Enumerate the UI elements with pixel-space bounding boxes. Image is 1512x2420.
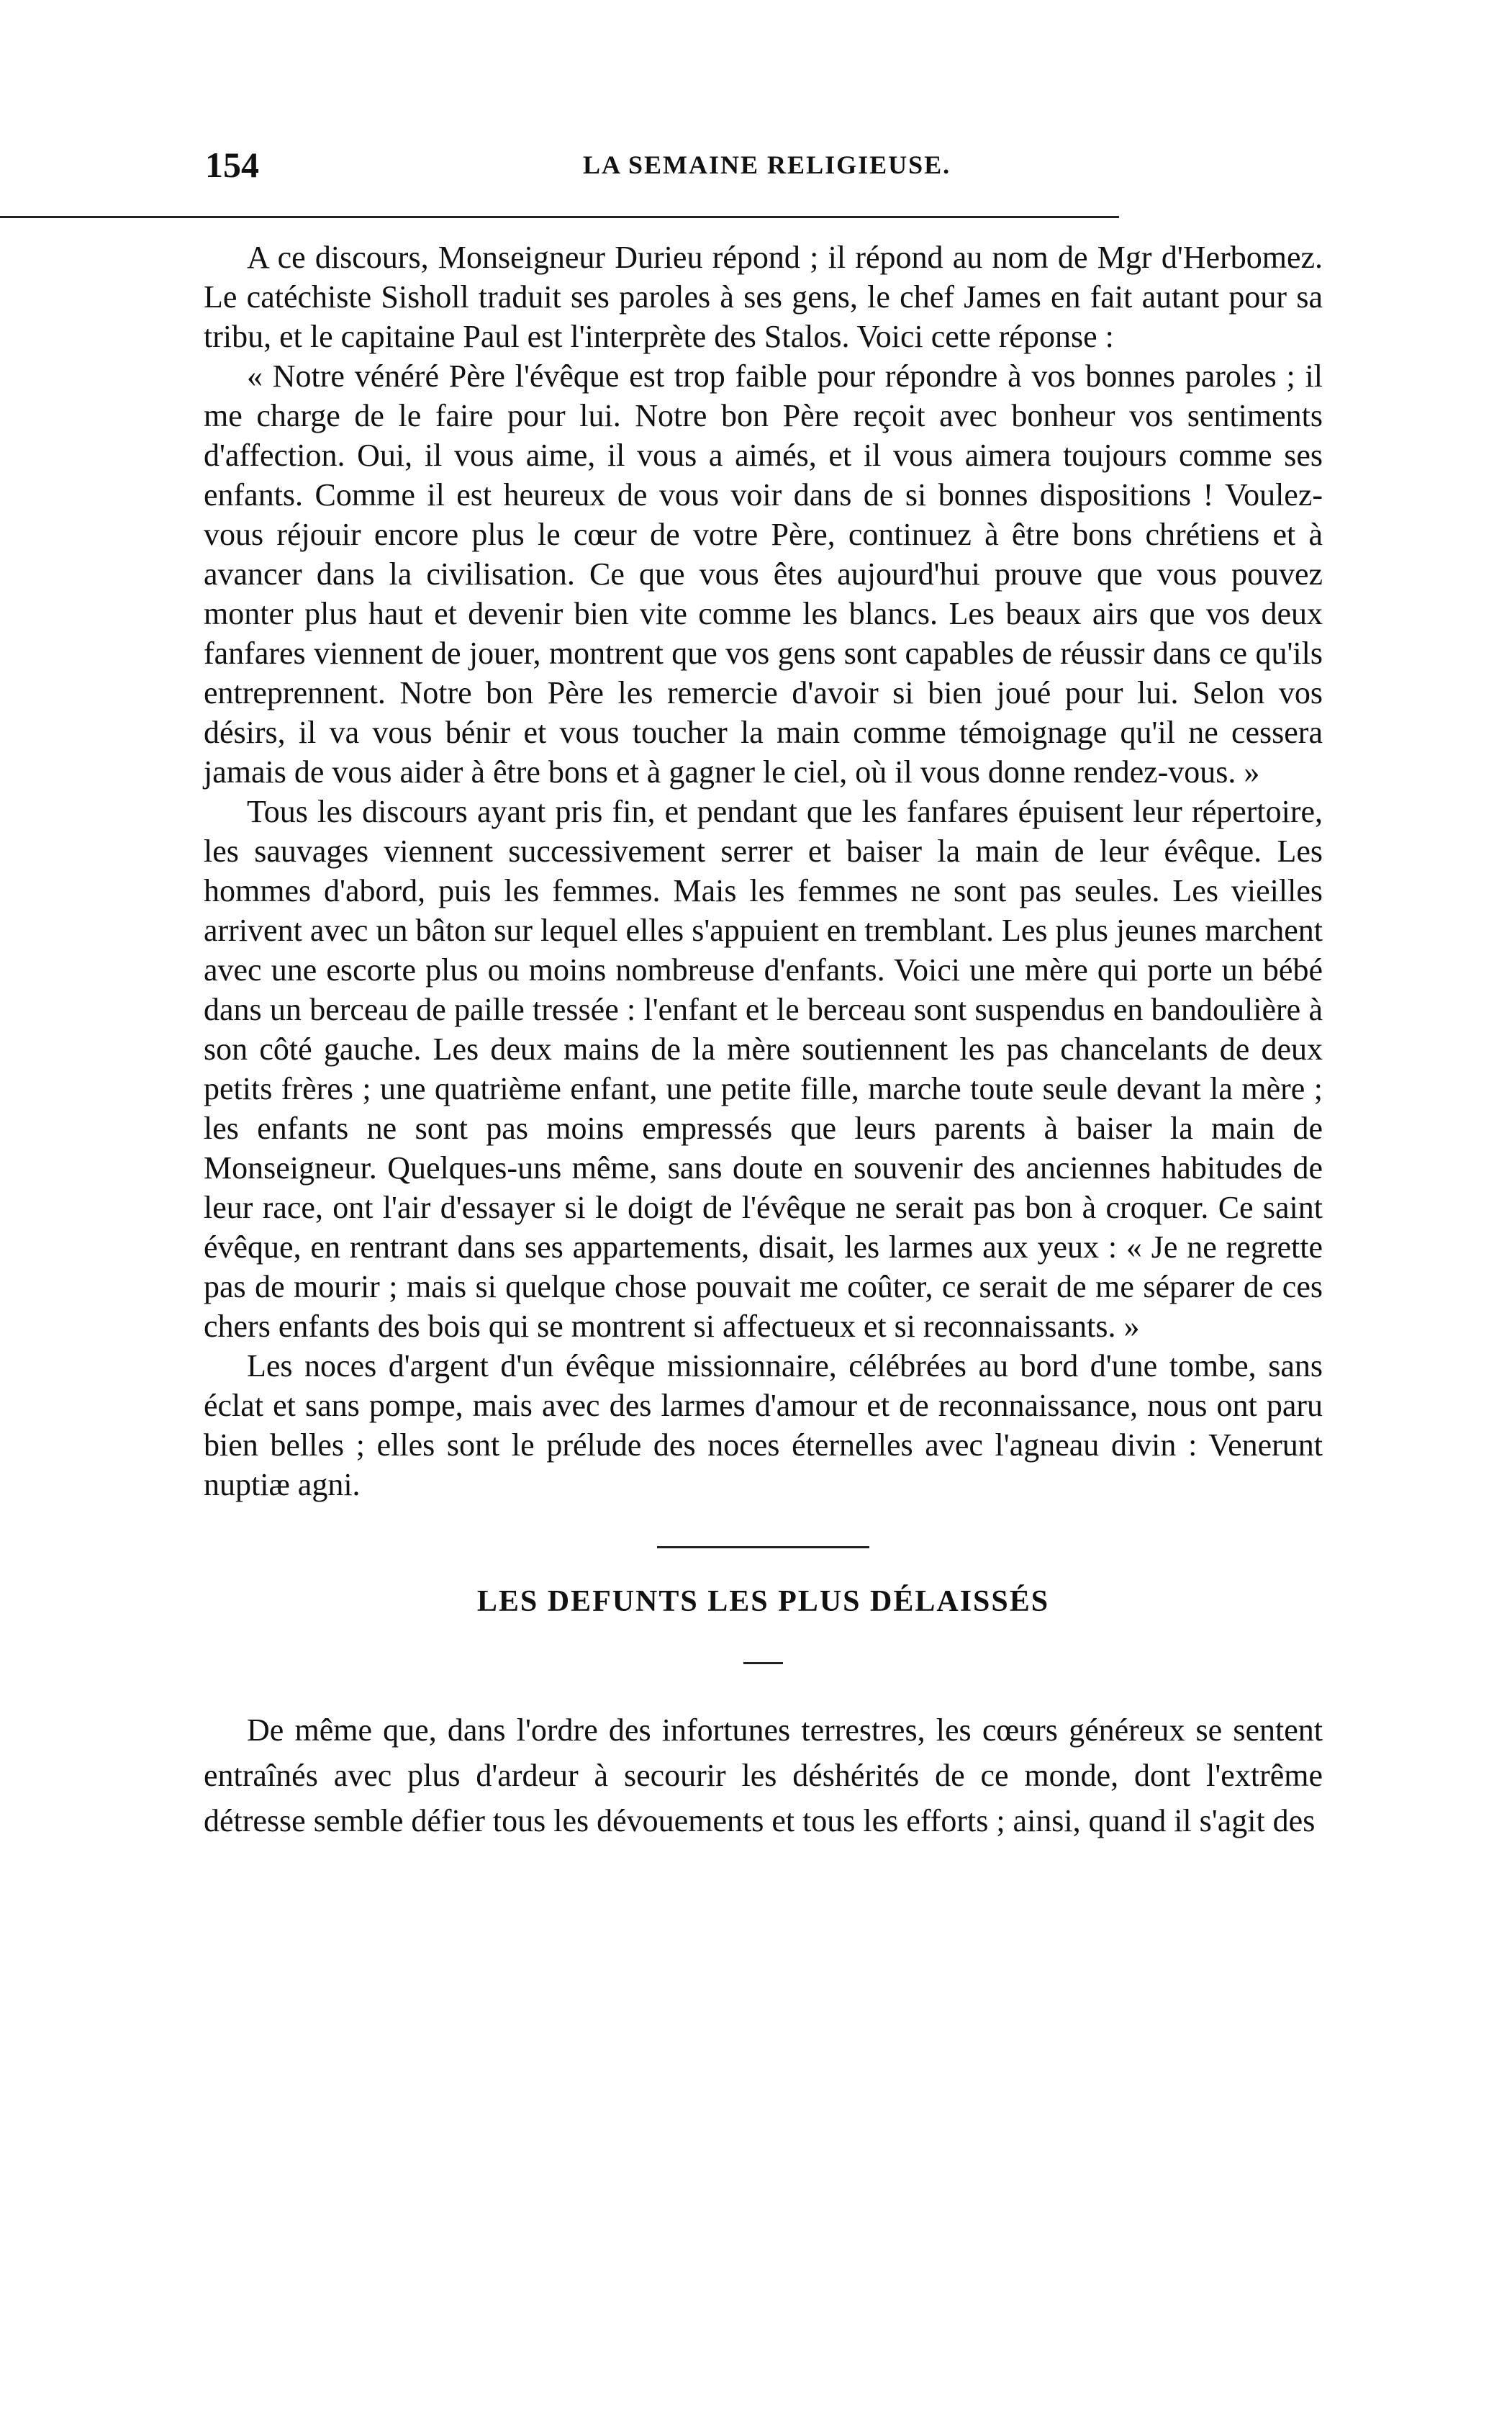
page-number: 154	[205, 145, 259, 185]
section-separator-rule	[657, 1546, 869, 1548]
paragraph-speech: « Notre vénéré Père l'évêque est trop faible pour répondre à vos bonnes paroles ; il me charge de le faire pour lui. Notre bon Père reçoit avec bonheur vos sentiments d'affection. Oui, il vous aime, il vous a aimés, et il vous aimera toujours comme ses enfants. Comme il est heureux de vous voir dans de si bonnes dispositions ! Voulez-vous réjouir encore plus le cœur de votre Père, continuez à être bons chrétiens et à avancer dans la civilisation. Ce que vous êtes aujourd'hui prouve que vous pouvez monter plus haut et devenir bien vite comme les blancs. Les beaux airs que vos deux fanfares viennent de jouer, montrent que vos gens sont capables de réussir dans ce qu'ils entreprennent. Notre bon Père les remercie d'avoir si bien joué pour lui. Selon vos désirs, il va vous bénir et vous toucher la main comme témoignage qu'il ne cessera jamais de vous aider à être bons et à gagner le ciel, où il vous donne rendez-vous. »	[204, 358, 1323, 790]
page-body	[204, 238, 1323, 1843]
section-title-rule	[743, 1662, 783, 1664]
section-paragraph: De même que, dans l'ordre des infortunes terrestres, les cœurs généreux se sentent entraînés avec plus d'ardeur à secourir les déshérités de ce monde, dont l'extrême détresse semble défier tous les dévouements et tous les efforts ; ainsi, quand il s'agit des	[204, 1712, 1323, 1838]
paragraph-reply-intro: A ce discours, Monseigneur Durieu répond ; il répond au nom de Mgr d'Herbomez. Le catéchiste Sisholl traduit ses paroles à ses gens, le chef James en fait autant pour sa tribu, et le capitaine Paul est l'interprète des Stalos. Voici cette réponse :	[204, 240, 1323, 354]
header-rule	[0, 216, 1119, 218]
section-body	[204, 1707, 1323, 1843]
section-title: LES DEFUNTS LES PLUS DÉLAISSÉS	[476, 1585, 1050, 1618]
paragraph-greetings: Tous les discours ayant pris fin, et pendant que les fanfares épuisent leur répertoire, les sauvages viennent successivement serrer et baiser la main de leur évêque. Les hommes d'abord, puis les femmes. Mais les femmes ne sont pas seules. Les vieilles arrivent avec un bâton sur lequel elles s'appuient en tremblant. Les plus jeunes marchent avec une escorte plus ou moins nombreuse d'enfants. Voici une mère qui porte un bébé dans un berceau de paille tressée : l'enfant et le berceau sont suspendus en bandoulière à son côté gauche. Les deux mains de la mère soutiennent les pas chancelants de deux petits frères ; une quatrième enfant, une petite fille, marche toute seule devant la mère ; les enfants ne sont pas moins empressés que leurs parents à baiser la main de Monseigneur. Quelques-uns même, sans doute en souvenir des anciennes habitudes de leur race, ont l'air d'essayer si le doigt de l'évêque ne serait pas bon à croquer. Ce saint évêque, en rentrant dans ses appartements, disait, les larmes aux yeux : « Je ne regrette pas de mourir ; mais si quelque chose pouvait me coûter, ce serait de me séparer de ces chers enfants des bois qui se montrent si affectueux et si reconnaissants. »	[204, 794, 1323, 1344]
running-title: LA SEMAINE RELIGIEUSE.	[583, 150, 951, 179]
page-header	[205, 144, 1324, 194]
paragraph-silver-jubilee: Les noces d'argent d'un évêque missionnaire, célébrées au bord d'une tombe, sans éclat et sans pompe, mais avec des larmes d'amour et de reconnaissance, nous ont paru bien belles ; elles sont le prélude des noces éternelles avec l'agneau divin : Venerunt nuptiæ agni.	[204, 1348, 1323, 1502]
